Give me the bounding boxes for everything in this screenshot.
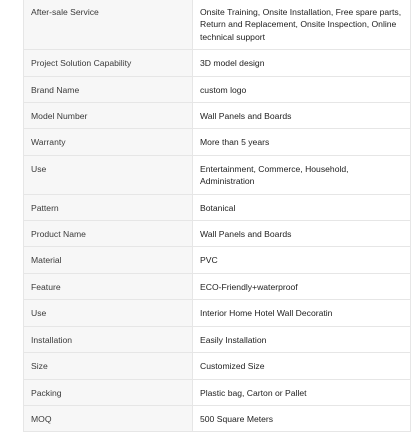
spec-row-installation [24,326,411,352]
spec-row-packing [24,379,411,405]
spec-label: Use [24,155,193,194]
spec-label: Brand Name [24,76,193,102]
spec-label: Model Number [24,103,193,129]
spec-row-use [24,155,411,194]
spec-row-after-sale-service [24,0,411,50]
spec-label: Packing [24,379,193,405]
spec-label: Use [24,300,193,326]
product-spec-table [23,0,411,432]
spec-value: Plastic bag, Carton or Pallet [193,379,411,405]
spec-label: Feature [24,273,193,299]
spec-value: custom logo [193,76,411,102]
spec-row-project-solution-capability [24,50,411,76]
spec-value: Wall Panels and Boards [193,221,411,247]
spec-row-size [24,353,411,379]
spec-value: More than 5 years [193,129,411,155]
spec-row-product-name [24,221,411,247]
spec-row-use-2 [24,300,411,326]
spec-value: PVC [193,247,411,273]
spec-value: Entertainment, Commerce, Household, Administration [193,155,411,194]
spec-label: After-sale Service [24,0,193,50]
spec-label: MOQ [24,405,193,431]
spec-label: Pattern [24,194,193,220]
spec-value: Botanical [193,194,411,220]
spec-row-brand-name [24,76,411,102]
spec-label: Product Name [24,221,193,247]
spec-value: 500 Square Meters [193,405,411,431]
spec-label: Size [24,353,193,379]
spec-value: Customized Size [193,353,411,379]
spec-row-moq [24,405,411,431]
spec-value: 3D model design [193,50,411,76]
spec-row-feature [24,273,411,299]
spec-value: Wall Panels and Boards [193,103,411,129]
spec-row-material [24,247,411,273]
spec-row-pattern [24,194,411,220]
spec-value: Onsite Training, Onsite Installation, Free spare parts, Return and Replacement, Onsite Inspection, Online technical support [193,0,411,50]
spec-label: Warranty [24,129,193,155]
spec-value: ECO-Friendly+waterproof [193,273,411,299]
spec-label: Material [24,247,193,273]
spec-value: Interior Home Hotel Wall Decoratin [193,300,411,326]
spec-row-model-number [24,103,411,129]
spec-row-warranty [24,129,411,155]
spec-label: Project Solution Capability [24,50,193,76]
spec-value: Easily Installation [193,326,411,352]
spec-label: Installation [24,326,193,352]
